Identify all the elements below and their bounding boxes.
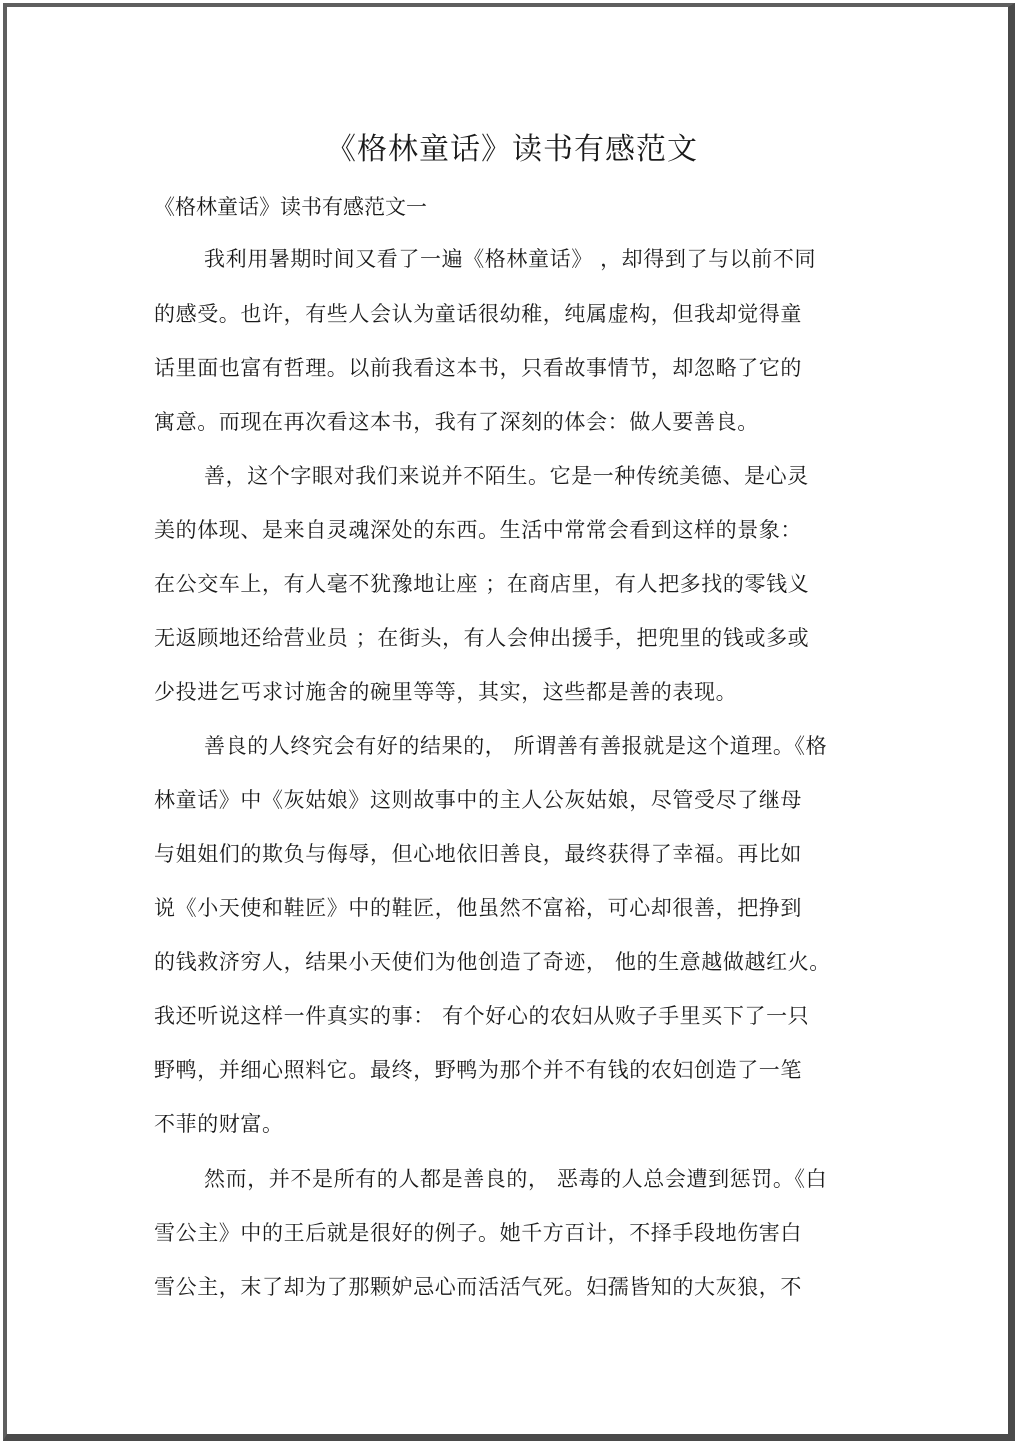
paragraph-line: 的感受。也许，有些人会认为童话很幼稚，纯属虚构，但我却觉得童 xyxy=(154,302,802,326)
paragraph-line: 我利用暑期时间又看了一遍《格林童话》 ，却得到了与以前不同 xyxy=(204,247,817,271)
paragraph-line: 雪公主，末了却为了那颗妒忌心而活活气死。妇孺皆知的大灰狼，不 xyxy=(154,1275,802,1299)
paragraph-line: 野鸭，并细心照料它。最终，野鸭为那个并不有钱的农妇创造了一笔 xyxy=(154,1058,802,1082)
section-heading: 《格林童话》读书有感范文一 xyxy=(154,195,427,219)
paragraph-line: 林童话》中《灰姑娘》这则故事中的主人公灰姑娘，尽管受尽了继母 xyxy=(154,788,802,812)
paragraph-line: 说《小天使和鞋匠》中的鞋匠，他虽然不富裕，可心却很善，把挣到 xyxy=(154,896,802,920)
paragraph-line: 话里面也富有哲理。以前我看这本书，只看故事情节，却忽略了它的 xyxy=(154,356,802,380)
paragraph-line: 少投进乞丐求讨施舍的碗里等等，其实，这些都是善的表现。 xyxy=(154,680,738,704)
document-title: 《格林童话》读书有感范文 xyxy=(326,132,698,167)
paragraph-line: 我还听说这样一件真实的事： 有个好心的农妇从败子手里买下了一只 xyxy=(154,1004,810,1028)
paragraph-line: 美的体现、是来自灵魂深处的东西。生活中常常会看到这样的景象： xyxy=(154,518,802,542)
paragraph-line: 无返顾地还给营业员 ；在街头，有人会伸出援手，把兜里的钱或多或 xyxy=(154,626,810,650)
paragraph-line: 不菲的财富。 xyxy=(154,1112,284,1136)
paragraph-line: 善良的人终究会有好的结果的， 所谓善有善报就是这个道理。《格 xyxy=(204,734,828,758)
paragraph-line: 寓意。而现在再次看这本书，我有了深刻的体会：做人要善良。 xyxy=(154,410,759,434)
paragraph-line: 在公交车上，有人毫不犹豫地让座 ；在商店里，有人把多找的零钱义 xyxy=(154,572,810,596)
paragraph-line: 的钱救济穷人，结果小天使们为他创造了奇迹， 他的生意越做越红火。 xyxy=(154,950,831,974)
paragraph-line: 然而，并不是所有的人都是善良的， 恶毒的人总会遭到惩罚。《白 xyxy=(204,1167,828,1191)
paragraph-line: 与姐姐们的欺负与侮辱，但心地依旧善良，最终获得了幸福。再比如 xyxy=(154,842,802,866)
paragraph-line: 善，这个字眼对我们来说并不陌生。它是一种传统美德、是心灵 xyxy=(204,464,809,488)
paragraph-line: 雪公主》中的王后就是很好的例子。她千方百计，不择手段地伤害白 xyxy=(154,1221,802,1245)
